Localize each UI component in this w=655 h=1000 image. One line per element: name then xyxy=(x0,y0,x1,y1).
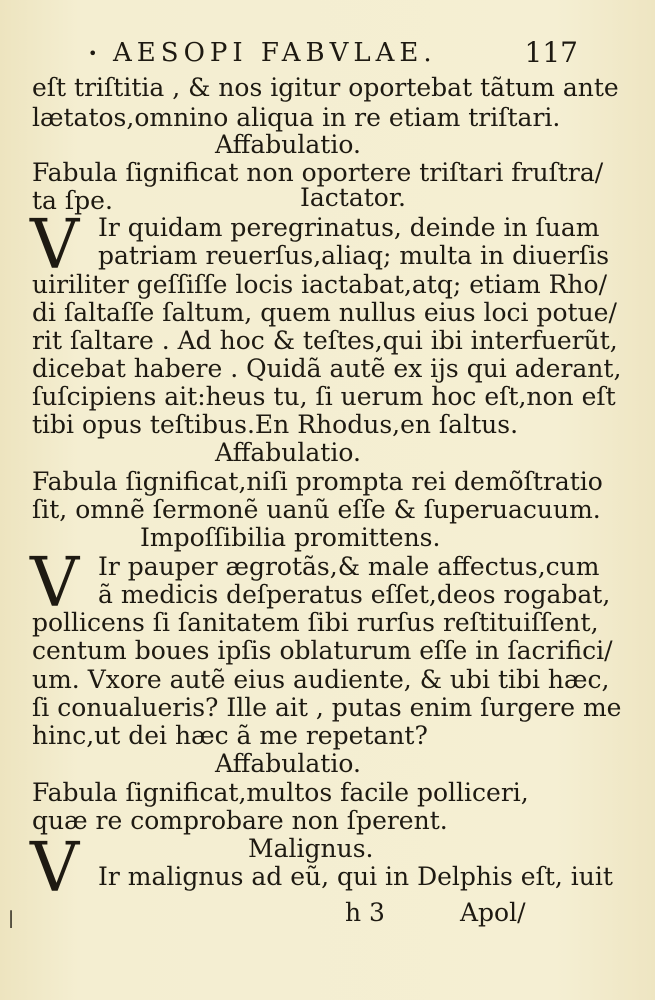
text-line: Fabula ſignificat,multos facile polliceri, xyxy=(32,778,529,807)
text-line: ã medicis deſperatus eſſet,deos rogabat, xyxy=(98,580,611,609)
text-line: pollicens ſi ſanitatem ſibi rurſus reſtituiſſent, xyxy=(32,608,599,637)
drop-capital: V xyxy=(30,544,80,623)
affabulatio-heading: Affabulatio. xyxy=(215,749,361,778)
text-line: lætatos,omnino aliqua in re etiam triſtari. xyxy=(32,103,561,132)
text-line: patriam reuerſus,aliaq; multa in diuerſis xyxy=(98,241,610,270)
text-line: ta ſpe. xyxy=(32,186,113,215)
fable-title: Impoſſibilia promittens. xyxy=(140,523,441,552)
drop-capital: V xyxy=(30,206,80,285)
text-line: Ir malignus ad eũ, qui in Delphis eſt, iuit xyxy=(98,862,613,891)
text-line: um. Vxore autẽ eius audiente, & ubi tibi hæc, xyxy=(32,665,610,694)
page-number: 117 xyxy=(524,36,578,69)
text-line: Ir pauper ægrotãs,& male affectus,cum xyxy=(98,552,600,581)
text-line: uiriliter geſſiſſe locis iactabat,atq; etiam Rho/ xyxy=(32,270,608,299)
text-line: Ir quidam peregrinatus, deinde in ſuam xyxy=(98,213,600,242)
header-ornament: • xyxy=(88,44,98,63)
text-line: quæ re comprobare non ſperent. xyxy=(32,806,448,835)
affabulatio-heading: Affabulatio. xyxy=(215,438,361,467)
catchword: Apol/ xyxy=(460,898,526,927)
signature-mark: h 3 xyxy=(345,898,385,927)
text-line: centum boues ipſis oblaturum eſſe in ſacrifici/ xyxy=(32,636,613,665)
text-line: eſt triſtitia , & nos igitur oportebat tãtum ante xyxy=(32,73,619,102)
running-header xyxy=(88,38,578,72)
margin-mark: | xyxy=(8,908,15,929)
fable-title: Iactator. xyxy=(300,183,406,212)
text-line: hinc,ut dei hæc ã me repetant? xyxy=(32,721,428,750)
text-line: ſuſcipiens ait:heus tu, ſi uerum hoc eſt,non eſt xyxy=(32,382,616,411)
drop-capital: V xyxy=(30,829,80,908)
text-line: rit ſaltare . Ad hoc & teſtes,qui ibi interfuerũt, xyxy=(32,326,618,355)
text-line: dicebat habere . Quidã autẽ ex ijs qui aderant, xyxy=(32,354,622,383)
text-line: di ſaltaſſe ſaltum, quem nullus eius loci potue/ xyxy=(32,298,617,327)
running-title: AESOPI FABVLAE. xyxy=(113,38,437,68)
fable-title: Malignus. xyxy=(248,834,374,863)
text-line: ſi conualueris? Ille ait , putas enim ſurgere me xyxy=(32,693,622,722)
text-line: ſit, omnẽ ſermonẽ uanũ eſſe & ſuperuacuum. xyxy=(32,495,601,524)
text-line: tibi opus teſtibus.En Rhodus,en ſaltus. xyxy=(32,410,519,439)
text-line: Fabula ſignificat non oportere triſtari fruſtra/ xyxy=(32,158,604,187)
text-line: Fabula ſignificat,niſi prompta rei demõſtratio xyxy=(32,467,603,496)
affabulatio-heading: Affabulatio. xyxy=(215,130,361,159)
